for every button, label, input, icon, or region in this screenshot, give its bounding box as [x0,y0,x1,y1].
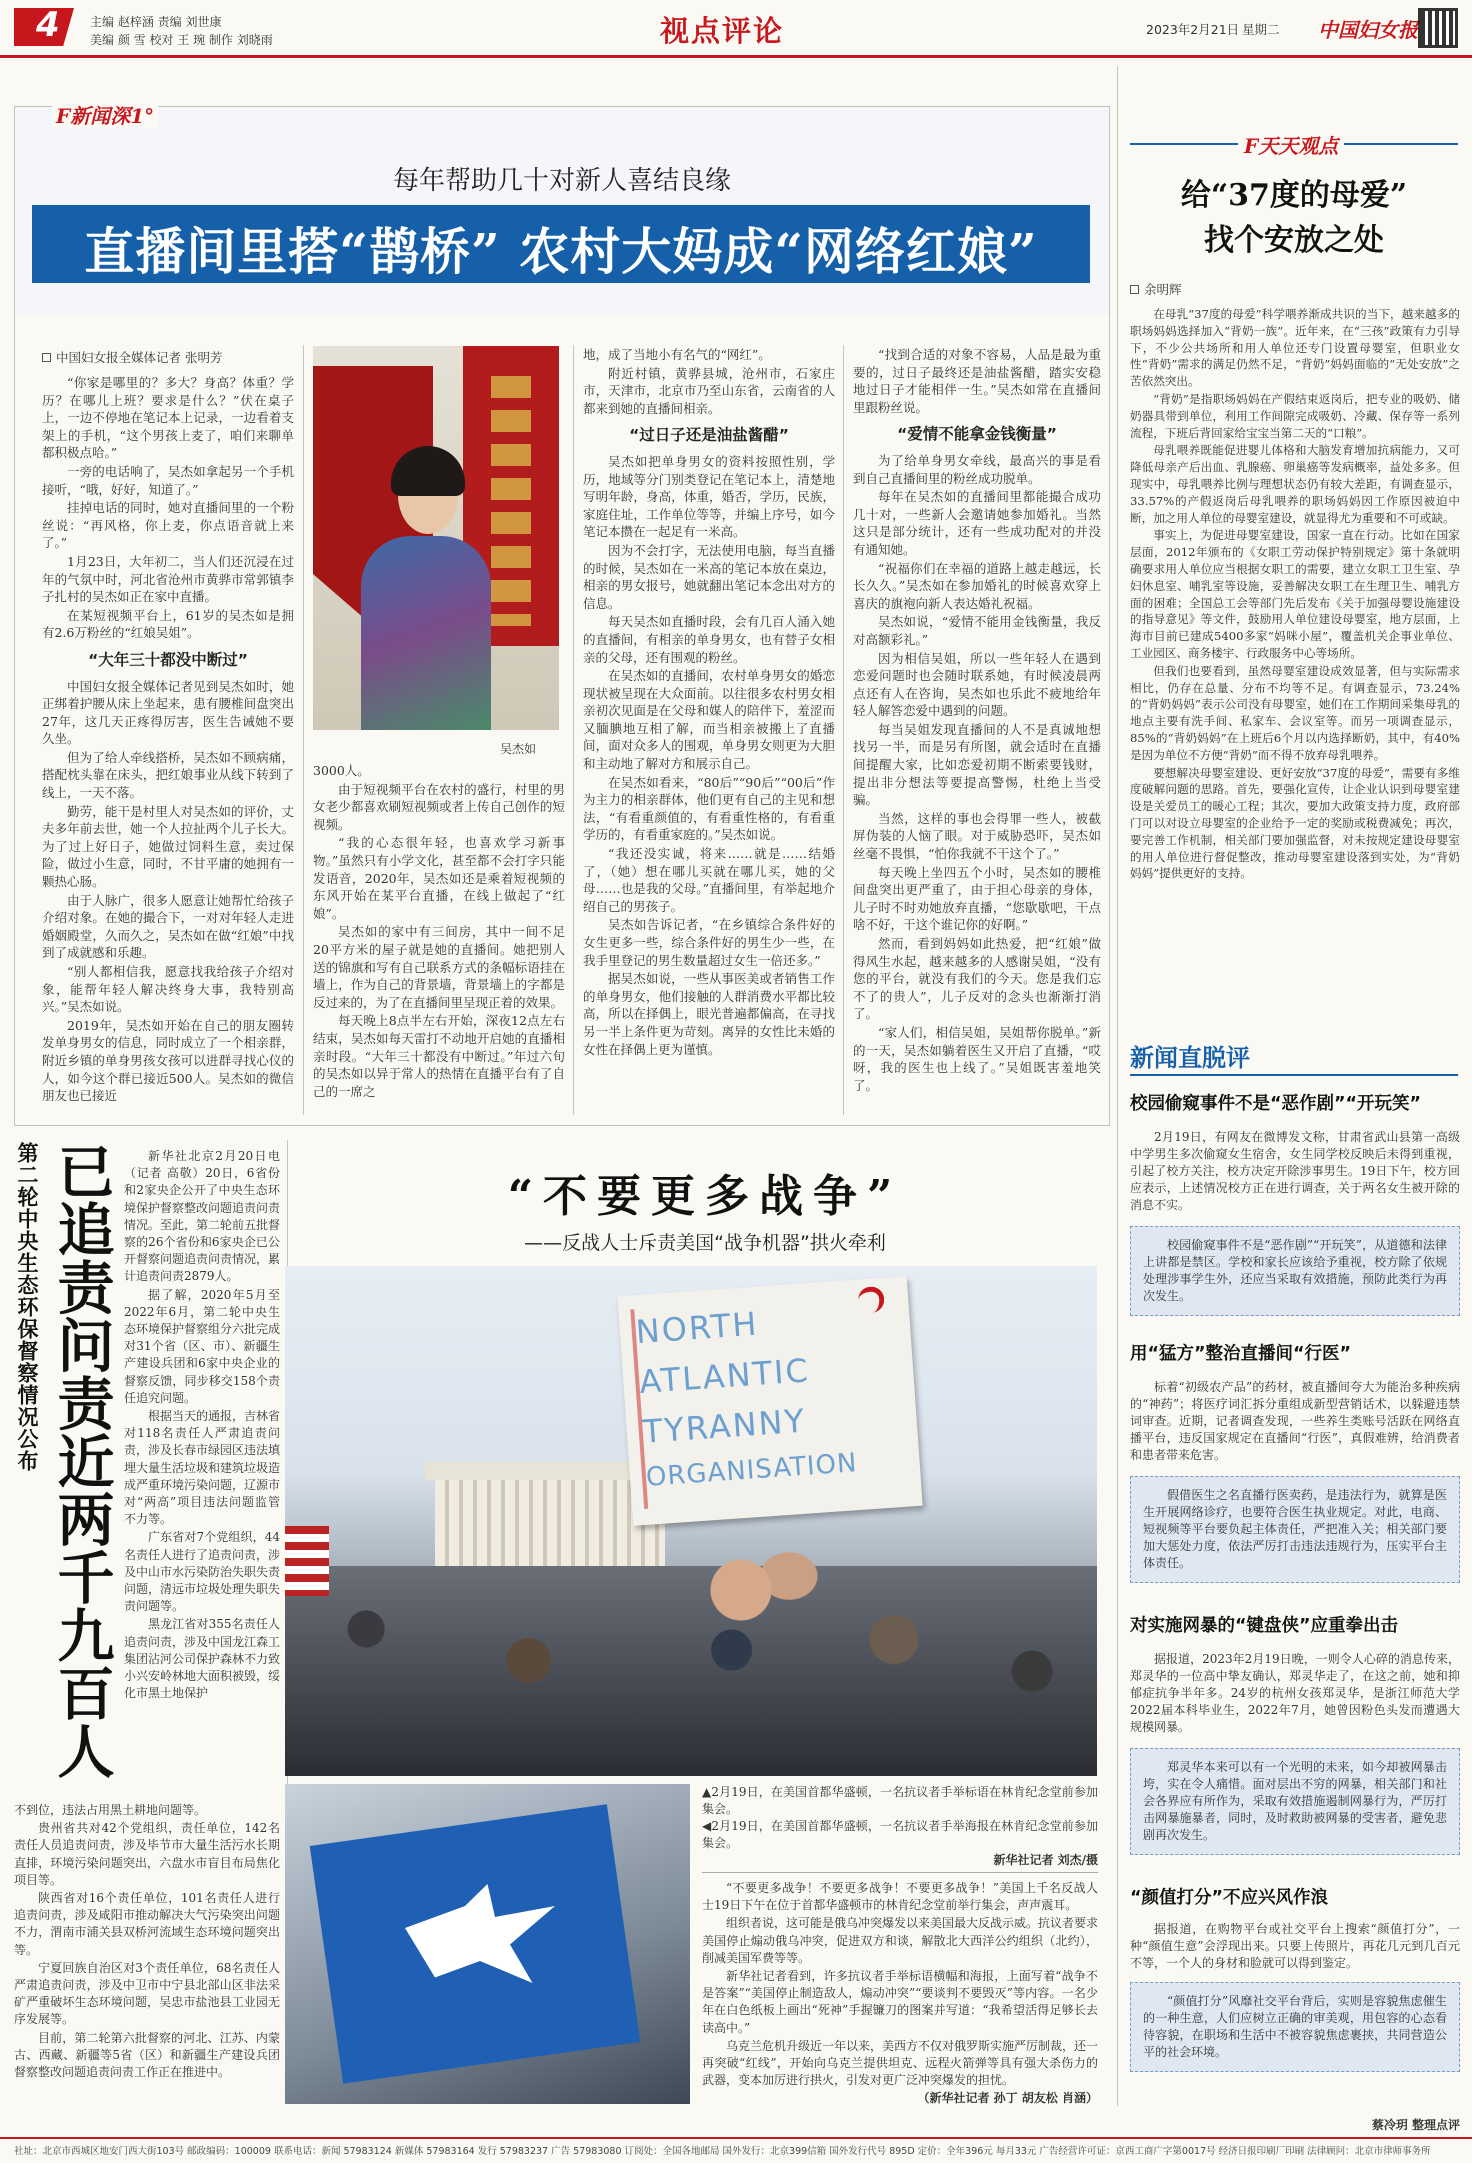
pillar-editor: 蔡冷玥 整理点评 [1371,2118,1460,2132]
credits-row2: 美编 颜 雪 校对 王 琬 制作 刘晓雨 [90,33,273,47]
masthead [0,0,1472,58]
banner-gold-text [491,376,531,626]
feature-col3 [583,346,835,1116]
col1-bottom-para-3: 由于人脉广，很多人愿意让她帮忙给孩子介绍对象。在她的撮合下，一对对年轻人走进婚姻殿堂，久而久之，吴杰如在做“红娘”中找到了成就感和乐趣。 [42,892,294,961]
war-para-1: 组织者说，这可能是俄乌冲突爆发以来美国最大反战示威。抗议者要求美国停止煽动俄乌冲突，促进双方和谈，解散北大西洋公约组织（北约），削减美国军费等等。 [702,1916,1099,1965]
xinhua-full-para-0: 不到位，违法占用黑土耕地问题等。 [14,1803,207,1817]
xinhua-para-3: 广东省对7个党组织，44名责任人进行了追责问责，涉及中山市水污染防治失职失责问题，清远市垃圾处理失职失责问题等。 [124,1530,281,1614]
opinion-para-2: 母乳喂养既能促进婴儿体格和大脑发育增加抗病能力，又可降低母亲产后出血、乳腺癌、卵巢癌等发病概率，益处多多。但现实中，母乳喂养比例与理想状态仍有较大差距，有调查显示，33.57%的产假返岗后母乳喂养的职场妈妈因工作原因被迫中断，加之用人单位的母婴室建设，就显得尤为重要和不可或缺。 [1130,443,1460,525]
col4-bottom-para-6: 当然，这样的事也会得罪一些人，被截屏伪装的人恼了眼。对于威胁恐吓，吴杰如丝毫不畏惧，“怕你我就不干这个了。” [853,810,1101,862]
col1-top-para-3: 1月23日，大年初二，当人们还沉浸在过年的气氛中时，河北省沧州市黄骅市常郭镇李子扎村的吴杰如正在家中直播。 [42,553,294,605]
pillar-comment: “颜值打分”风靡社交平台背后，实则是容貌焦虑催生的一种生意，人们应树立正确的审美观，用包容的心态看待容貌，在职场和生活中不被容貌焦虑裹挟，共同营造公平的社会环境。 [1130,1982,1460,2072]
war-subtitle: ——反战人士斥责美国“战争机器”拱火牵利 [524,1232,886,1254]
col2-para-0: 3000人。 [313,763,370,778]
credits-row1: 主编 赵梓涵 责编 刘世康 [90,15,222,29]
byline-text: 中国妇女报全媒体记者 张明芳 [56,350,223,365]
photo-captions [702,1784,1098,1867]
xinhua-full-para-3: 宁夏回族自治区对3个责任单位，68名责任人严肃追责问责，涉及中卫市中宁县北部山区非法采矿严重破坏生态环境问题，吴忠市盐池县工业园无序发展等。 [14,1960,280,2027]
caption-2: ◀2月19日，在美国首都华盛顿，一名抗议者手举海报在林肯纪念堂前参加集会。 [702,1819,1098,1850]
pillar-comment: 校园偷窥事件不是“恶作剧”“开玩笑”，从道德和法律上讲都是禁区。学校和家长应该给予重视，校方除了依规处理涉事学生外，还应当采取有效措施，预防此类行为再次发生。 [1130,1226,1460,1316]
xinhua-para-4: 黑龙江省对355名责任人追责问责，涉及中国龙江森工集团沾河公司保护森林不力致小兴安岭林地大面积被毁，绥化市黑土地保护 [124,1617,281,1701]
qr-code-icon [1418,8,1458,48]
caption-1: ▲2月19日，在美国首都华盛顿，一名抗议者手举标语在林肯纪念堂前参加集会。 [702,1785,1098,1816]
col2-para-1: 由于短视频平台在农村的盛行，村里的男女老少都喜欢刷短视频或者上传自己创作的短视频。 [313,781,565,832]
col2-para-2: “我的心态很年轻，也喜欢学习新事物。”虽然只有小学文化，甚至都不会打字只能发语音，2020年，吴杰如还是乘着短视频的东风开始在某平台直播，在线上做起了“红娘”。 [313,835,565,921]
col1-bottom-para-2: 勤劳，能干是村里人对吴杰如的评价，丈夫多年前去世，她一个人拉扯两个儿子长大。为了过上好日子，她做过饲料生意，卖过保险，做过小生意，同时，不甘平庸的她拥有一颗热心肠。 [42,803,294,890]
opinion-para-4: 但我们也要看到，虽然母婴室建设成效显著，但与实际需求相比，仍存在总量、分布不均等不足。有调查显示，73.24%的“背奶妈妈”表示公司没有母婴室，她们在工作期间采集母乳的地点主要有洗手间、私家车、会议室等。而另一项调查显示，85%的“背奶妈妈”在上班后6个月以内选择断奶，其中，有40%是因为单位不方便“背奶”而不得不放弃母乳喂养。 [1130,663,1460,762]
protest-photo [285,1266,1097,1776]
side-label-text: 第二轮中央生态环保督察情况公布 [15,1142,39,1472]
pillar-item-text: 标着“初级农产品”的药材，被直播间夸大为能治多种疾病的“神药”；将医疗词汇拆分重组成新型营销话术，以躲避违禁词审查。近期，记者调查发现，一些养生类账号活跃在网络直播平台，违反国家规定在直播间“行医”，真假难辨，给消费者和患者带来危害。 [1130,1380,1460,1462]
pillar-item-title: 校园偷窥事件不是“恶作剧”“开玩笑” [1130,1094,1422,1114]
opinion-para-0: 在母乳“37度的母爱”科学喂养渐成共识的当下，越来越多的职场妈妈选择加入“背奶一族”。近年来，在“三孩”政策有力引导下，不少公共场所和用人单位还专门设置母婴室，但职业女性“背奶”需求的满足仍然不足，“背奶”妈妈面临的“无处安放”之苦依然突出。 [1130,307,1460,389]
author-square-icon [1130,285,1139,294]
raised-hands [705,1506,825,1646]
col4-top-para-0: “找到合适的对象不容易，人品是最为重要的，过日子最终还是油盐酱醋，踏实安稳地过日子才能相伴一生。”吴杰如常在直播间里跟粉丝说。 [853,347,1101,415]
xinhua-text-full [14,1802,280,2102]
war-para-0: “不要更多战争！不要更多战争！不要更多战争！”美国上千名反战人士19日下午在位于首都华盛顿市的林肯纪念堂前举行集会，声声震耳。 [702,1881,1098,1913]
col1-top-para-2: 挂掉电话的同时，她对直播间里的一个粉丝说：“再风格，你上麦，你点语音就上来了。” [42,500,294,551]
caption-rule [702,1872,1098,1873]
pillar-item-text: 2月19日，有网友在微博发文称，甘肃省武山县第一高级中学男生多次偷窥女生宿舍，女生同学校反映后未得到重视，引起了校方关注，校方决定开除涉事男生。19日下午，校方回应表示，上述情况校方正在进行调查，关于两名女生被开除的消息不实。 [1130,1130,1460,1212]
col4-bottom-para-3: 吴杰如说，“爱情不能用金钱衡量，我反对高额彩礼。” [853,614,1101,647]
sign-word-1: NORTH [634,1304,760,1352]
col4-bottom-para-0: 为了给单身男女牵线，最高兴的事是看到自己直播间里的粉丝成功脱单。 [853,452,1101,486]
opinion-tag: F天天观点 [1238,130,1344,159]
col3-bottom-para-1: 因为不会打字，无法使用电脑，每当直播的时候，吴杰如在一米高的笔记本放在桌边，相亲的男女报号，她就翻出笔记本念出对方的信息。 [583,542,835,611]
page-number: 4 [36,5,60,45]
photo-caption: 吴杰如 [500,742,537,756]
col1-bottom-para-0: 中国妇女报全媒体记者见到吴杰如时，她正绑着护腰从床上坐起来，患有腰椎间盘突出27年，这几天正疼得厉害，医生告诫她不要久坐。 [42,678,294,747]
issue-weekday: 星期二 [1242,22,1280,37]
xinhua-para-0: 新华社北京2月20日电（记者 高敬）20日，6省份和2家央企公开了中央生态环境保护督察整改问题追责问责情况。至此，第二轮前五批督察的26个省份和6家央企已公开督察问题追责问责情况，累计追责问责2879人。 [124,1149,281,1284]
pillar-item-4 [1130,1884,1460,2072]
col3-bottom-para-0: 吴杰如把单身男女的资料按照性别，学历，地域等分门别类登记在笔记本上，清楚地写明年龄，身高，体重，婚否，学历，民族，家庭住址，工作单位等等，并编上序号，如今笔记本攒在一起足有一米高。 [583,453,835,540]
war-para-3: 乌克兰危机升级近一年以来，美西方不仅对俄罗斯实施严厉制裁，还一再突破“红线”，开始向乌克兰提供坦克、远程火箭弹等具有强大杀伤力的武器，变本加厉进行拱火，引发对更广泛冲突爆发的担忧。 [702,2038,1099,2088]
col4-bottom-para-5: 每当吴姐发现直播间的人不是真诚地想找另一半，而是另有所图，就会适时在直播间提醒大家，比如恋爱初期不断索要钱财，提出非分想法等要提高警惕，杜绝上当受骗。 [853,721,1101,808]
xinhua-full-para-2: 陕西省对16个责任单位，101名责任人进行追责问责，涉及咸阳市推动解决大气污染突出问题不力，渭南市浦关县双桥河流域生态环境问题突出等。 [14,1891,280,1957]
war-text [702,1880,1098,2104]
crowd [285,1566,1097,1776]
col4-bottom-para-2: “祝福你们在幸福的道路上越走越远，长长久久。”吴杰如在参加婚礼的时候喜欢穿上喜庆的旗袍向新人表达婚礼祝福。 [853,560,1101,611]
feature-byline [42,348,222,366]
col3-bottom-para-3: 在吴杰如的直播间，农村单身男女的婚恋现状被呈现在大众面前。以往很多农村男女相亲初次见面是在父母和媒人的陪伴下，羞涩而又腼腆地互相了解，而当相亲被搬上了直播间，面对众多人的围观，单身男女则更为大胆和主动地了解对方和展示自己。 [583,668,835,772]
war-credit: （新华社记者 孙丁 胡友松 肖涵） [917,2091,1098,2106]
opinion-title-1: 给“37度的母爱” [1180,178,1408,213]
opinion-para-5: 要想解决母婴室建设、更好安放“37度的母爱”，需要有多维度破解问题的思路。首先，要强化宣传，让企业认识到母婴室建设是关爱员工的暖心工程；其次，要加大政策支持力度，政府部门可以对设立母婴室的企业给予一定的奖励或税费减免；再次，要完善工作机制，相关部门要加强监督，对未按规定建设母婴室的用人单位进行督促整改，推动母婴室建设落到实处，为“背奶妈妈”提供更好的支持。 [1130,765,1460,881]
col3-bottom-para-6: 吴杰如告诉记者，“在乡镇综合条件好的女生更多一些，综合条件好的男生少一些，在我手里登记的男生数量超过女生一倍还多。” [583,917,835,968]
col3-bottom-para-4: 在吴杰如看来，“80后”“90后”“00后”作为主力的相亲群体，他们更有自己的主见和想法，“有看重颜值的，有看重性格的，有看重学历的，有看重家庭的。”吴杰如说。 [583,774,835,843]
pillar-comment: 郑灵华本来可以有一个光明的未来，如今却被网暴击垮，实在令人痛惜。面对层出不穷的网暴，相关部门和社会各界应有所作为，采取有效措施遏制网暴行为，严厉打击网暴施暴者，同时，及时救助被网暴的受害者，避免悲剧再次发生。 [1130,1748,1460,1855]
col3-top-para-0: 地，成了当地小有名气的“网红”。 [583,347,771,362]
xinhua-big-title [48,1142,118,1782]
opinion-para-3: 事实上，为促进母婴室建设，国家一直在行动。比如在国家层面，2012年颁布的《女职工劳动保护特别规定》第十条就明确要求用人单位应当根据女职工的需要，建立女职工卫生室、孕妇休息室、哺乳室等设施，妥善解决女职工在生理卫生、哺乳方面的困难；全国总工会等部门先后发布《关于加强母婴设施建设的指导意见》等文件，鼓励用人单位建设母婴室，地方层面，上海市目前已建成5400多家“妈咪小屋”，覆盖机关企事业单位、工业园区、商务楼宇、行政服务中心等场所。 [1130,528,1460,660]
pillar-section-title: 新闻直脱评 [1130,1043,1250,1072]
col3-bottom-para-7: 据吴杰如说，一些从事医美或者销售工作的单身男女，他们接触的人群消费水平都比较高，所以在择偶上，眼光普遍都偏高，在寻找另一半上条件更为苛刻。离异的女性比未婚的女性在择偶上更为谨慎。 [583,971,835,1057]
col4-bottom-para-8: 然而，看到妈妈如此热爱，把“红娘”做得风生水起，越来越多的人感谢吴姐，“没有您的平台，就没有我们的今天。您是我们忘不了的贵人”，儿子反对的念头也渐渐打消了。 [853,936,1101,1022]
col2-para-4: 每天晚上8点半左右开始，深夜12点左右结束，吴杰如每天雷打不动地开启她的直播相亲时段。“大年三十都没有中断过。”年过六旬的吴杰如以异于常人的热情在直播平台有了自己的一席之 [313,1013,565,1099]
feature-kicker: 每年帮助几十对新人喜结良缘 [392,166,731,196]
col1-bottom-para-1: 但为了给人牵线搭桥，吴杰如不顾病痛，搭配枕头靠在床头，把红娘事业从线下转到了线上，一天不落。 [42,749,294,801]
pillar-item-text: 据报道，2023年2月19日晚，一则令人心碎的消息传来，郑灵华的一位高中挚友确认，郑灵华走了，在这之前，她和抑郁症抗争半年多。24岁的杭州女孩郑灵华，是浙江师范大学2022届本科毕业生，2022年7月，她曾因粉色头发而遭遇大规模网暴。 [1130,1652,1460,1734]
col1-bottom-para-5: 2019年，吴杰如开始在自己的朋友圈转发单身男女的信息，同时成立了一个相亲群，附近乡镇的单身男孩女孩可以进群寻找心仪的人，如今这个群已接近500人。吴杰如的微信朋友也已接近 [42,1017,294,1104]
issue-date: 2023年2月21日 [1146,22,1240,37]
xinhua-full-para-1: 贵州省共对42个党组织，责任单位，142名责任人员追责问责，涉及毕节市大量生活污水长期直排，环境污染问题突出，六盘水市盲目布局焦化项目等。 [14,1821,280,1887]
opinion-author [1130,280,1182,298]
opinion-text [1130,306,1460,976]
pillar-item-title: “颜值打分”不应兴风作浪 [1130,1888,1329,1908]
col4-bottom-para-4: 因为相信吴姐，所以一些年轻人在遇到恋爱问题时也会随时联系她，有时候凌晨两点还有人在咨询，吴杰如也乐此不疲地给年轻人解答恋爱中遇到的问题。 [853,650,1101,719]
feature-column-tag: F新闻深1° [52,100,158,129]
col1-top-para-4: 在某短视频平台上，61岁的吴杰如是拥有2.6万粉丝的“红娘吴姐”。 [42,607,294,641]
col3-bottom-para-2: 每天吴杰如直播时段，会有几百人涌入她的直播间，有相亲的单身男女，也有替子女相亲的父母，还有围观的粉丝。 [583,614,835,665]
sign-arc-icon [857,1286,885,1314]
col3-top-para-1: 附近村镇，黄骅县城，沧州市，石家庄市，天津市，北京市乃至山东省，云南省的人都来到她的直播间相亲。 [583,365,835,416]
feature-col1 [42,374,294,1114]
col4-bottom-para-1: 每年在吴杰如的直播间里都能撮合成功几十对，一些新人会邀请她参加婚礼。当然这只是部分统计，还有一些成功配对的并没有通知她。 [853,489,1101,557]
pillar-item-1 [1130,1090,1460,1316]
col4-bottom-para-9: “家人们，相信吴姐，吴姐帮你脱单。”新的一天，吴杰如躺着医生又开启了直播，“哎呀，我的医生也上线了。”吴姐既害羞地笑了。 [853,1024,1101,1093]
caption-credit: 新华社记者 刘杰/摄 [993,1853,1098,1867]
xinhua-para-2: 根据当天的通报，吉林省对118名责任人严肃追责问责，涉及长春市绿园区违法填埋大量生活垃圾和建筑垃圾造成严重环境污染问题，辽源市对“两高”项目违法问题监管不力等。 [124,1409,281,1527]
masthead-rule [0,55,1472,58]
subhead-3: “爱情不能拿金钱衡量” [897,425,1057,444]
col4-bottom-para-7: 每天晚上坐四五个小时，吴杰如的腰椎间盘突出更严重了，由于担心母亲的身体，儿子时不时劝她放弃直播，“您歇歇吧，干点啥不好，干这个谁记你的好啊。” [853,864,1101,933]
pillar-item-3 [1130,1612,1460,1855]
war-title: “不要更多战争” [507,1171,903,1222]
pillar-comment: 假借医生之名直播行医卖药，是违法行为，就算是医生开展网络诊疗，也要符合医生执业规定。对此，电商、短视频等平台要负起主体责任，严把准入关；相关部门要加大惩处力度，依法严厉打击违法违规行为，压实平台主体责任。 [1130,1476,1460,1583]
portrait-photo [313,346,559,730]
footer-text: 社址：北京市西城区地安门西大街103号 邮政编码：100009 联系电话：新闻 57983124 新媒体 57983164 发行 57983237 广告 57983080 订阅处：全国各地邮局 国外发行：北京399信箱 国外发行代号 895D 定价：全年396元 每月33元 广告经营许可证：京西工商广字第0017号 经济日报印刷厂印刷 法律顾问：北京市律师事务所 [14,2146,1431,2157]
pillar-item-2 [1130,1340,1460,1583]
flag [285,1526,329,1596]
section-title: 视点评论 [660,14,785,48]
col3-bottom-para-5: “我还没实诚，将来……就是……结婚了，（她）想在哪儿买就在哪儿买，她的父母……也是我的父母。”直播间里，有举起地介绍自己的男孩子。 [583,846,835,914]
subhead-2: “过日子还是油盐酱醋” [629,426,789,445]
opinion-title-2: 找个安放之处 [1204,223,1384,258]
author-name: 余明辉 [1144,282,1182,297]
col1-top-para-0: “你家是哪里的？多大？身高？体重？学历？在哪儿上班？要求是什么？”伏在桌子上，一边不停地在笔记本上记录，一边看着支架上的手机，“这个男孩上麦了，咱们来聊单都积极点哈。” [42,375,294,461]
feature-col2 [313,762,565,1117]
col-divider [843,345,844,1115]
xinhua-full-para-4: 目前，第二轮第六批督察的河北、江苏、内蒙古、西藏、新疆等5省（区）和新疆生产建设兵团督察整改问题追责问责工作正在推进中。 [14,2030,280,2080]
opinion-para-1: “背奶”是指职场妈妈在产假结束返岗后，把专业的吸奶、储奶器具带到单位，利用工作间隙完成吸奶、冷藏、保存等一系列流程，下班后背回家给宝宝当第二天的“口粮”。 [1130,391,1460,440]
col-divider [303,345,304,1115]
col2-para-3: 吴杰如的家中有三间房，其中一间不足20平方米的屋子就是她的直播间。她把别人送的锦旗和写有自己联系方式的条幅标语挂在墙上，作为自己的背景墙，背景墙上的字都是反过来的，为了在直播间里呈现正着的效果。 [313,924,565,1010]
xinhua-side-label [14,1142,40,1732]
big-title-text: 已追责问责近两千九百人 [48,1142,115,1780]
xinhua-para-1: 据了解，2020年5月至2022年6月，第二轮中央生态环境保护督察组分六批完成对31个省（区、市）、新疆生产建设兵团和6家中央企业的督察反馈，同步移交158个责任追究问题。 [124,1287,281,1405]
pillar-item-title: 对实施网暴的“键盘侠”应重拳出击 [1130,1616,1399,1636]
subhead-1: “大年三十都没中断过” [88,650,248,669]
person-body [361,536,491,730]
paper-logo: 中国妇女报 [1318,18,1418,42]
feature-col4 [853,346,1101,1116]
footer-rule [0,2137,1472,2139]
protest-sign [617,1276,922,1526]
sign-word-2: ATLANTIC [638,1351,811,1402]
dove-poster-photo [285,1784,690,2104]
right-column-divider [1117,66,1118,2106]
sign-word-4: ORGANISATION [645,1448,859,1493]
col1-top-para-1: 一旁的电话响了，吴杰如拿起另一个手机接听，“哦，好好，知道了。” [42,463,294,497]
byline-square-icon [42,353,51,362]
col-divider [573,345,574,1115]
war-para-2: 新华社记者看到，许多抗议者手举标语横幅和海报，上面写着“战争不是答案”“美国停止制造敌人，煽动冲突”“要谈判不要毁灭”等内容。一名少年在白色纸板上画出“死神”手握镰刀的图案并写道：“我希望活得足够长去读高中。” [702,1969,1098,2035]
xinhua-text-narrow [124,1148,280,1798]
sign-word-3: TYRANNY [641,1401,808,1451]
pillar-item-title: 用“猛方”整治直播间“行医” [1130,1344,1352,1364]
pillar-item-text: 据报道，在购物平台或社交平台上搜索“颜值打分”，一种“颜值生意”会浮现出来。只要上传照片，再花几元到几百元不等，一个人的身材和脸就可以得到鉴定。 [1130,1922,1460,1970]
feature-headline: 直播间里搭“鹊桥” 农村大妈成“网络红娘” [84,222,1038,281]
pillar-title-rule [1130,1074,1458,1076]
col1-bottom-para-4: “别人都相信我，愿意找我给孩子介绍对象，能帮年轻人解决终身大事，我特别高兴。”吴杰如说。 [42,964,294,1015]
